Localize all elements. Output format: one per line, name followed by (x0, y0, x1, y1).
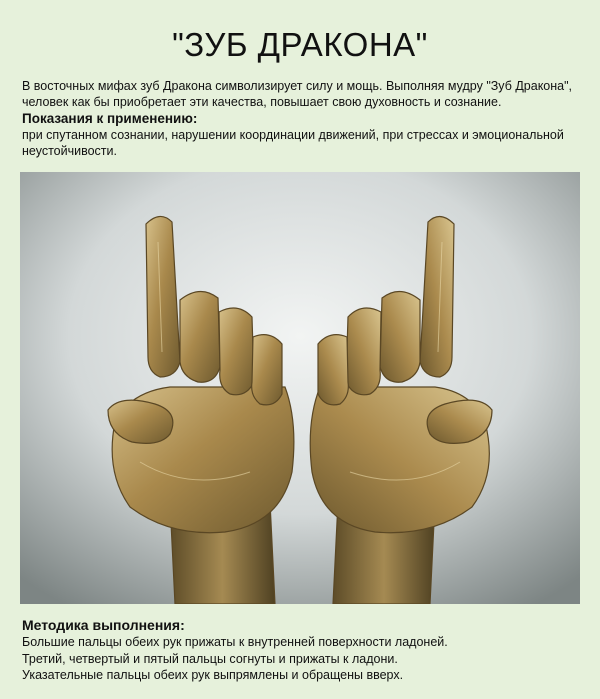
method-step: Указательные пальцы обеих рук выпрямлены и обращены вверх. (22, 668, 404, 682)
method-steps (22, 634, 588, 684)
method-heading: Методика выполнения: (22, 617, 185, 633)
intro-paragraph: В восточных мифах зуб Дракона символизирует силу и мощь. Выполняя мудру "Зуб Дракона", человек как бы приобретает эти качества, повышает свою духовность и сознание. (22, 79, 573, 109)
page-title: "ЗУБ ДРАКОНА" (172, 26, 428, 63)
indications-heading: Показания к применению: (22, 111, 198, 126)
method-step: Большие пальцы обеих рук прижаты к внутренней поверхности ладоней. (22, 635, 448, 649)
method-step: Третий, четвертый и пятый пальцы согнуты и прижаты к ладони. (22, 651, 398, 666)
indications-text: при спутанном сознании, нарушении координации движений, при стрессах и эмоциональной неустойчивости. (22, 128, 564, 158)
mudra-photo (20, 172, 580, 604)
